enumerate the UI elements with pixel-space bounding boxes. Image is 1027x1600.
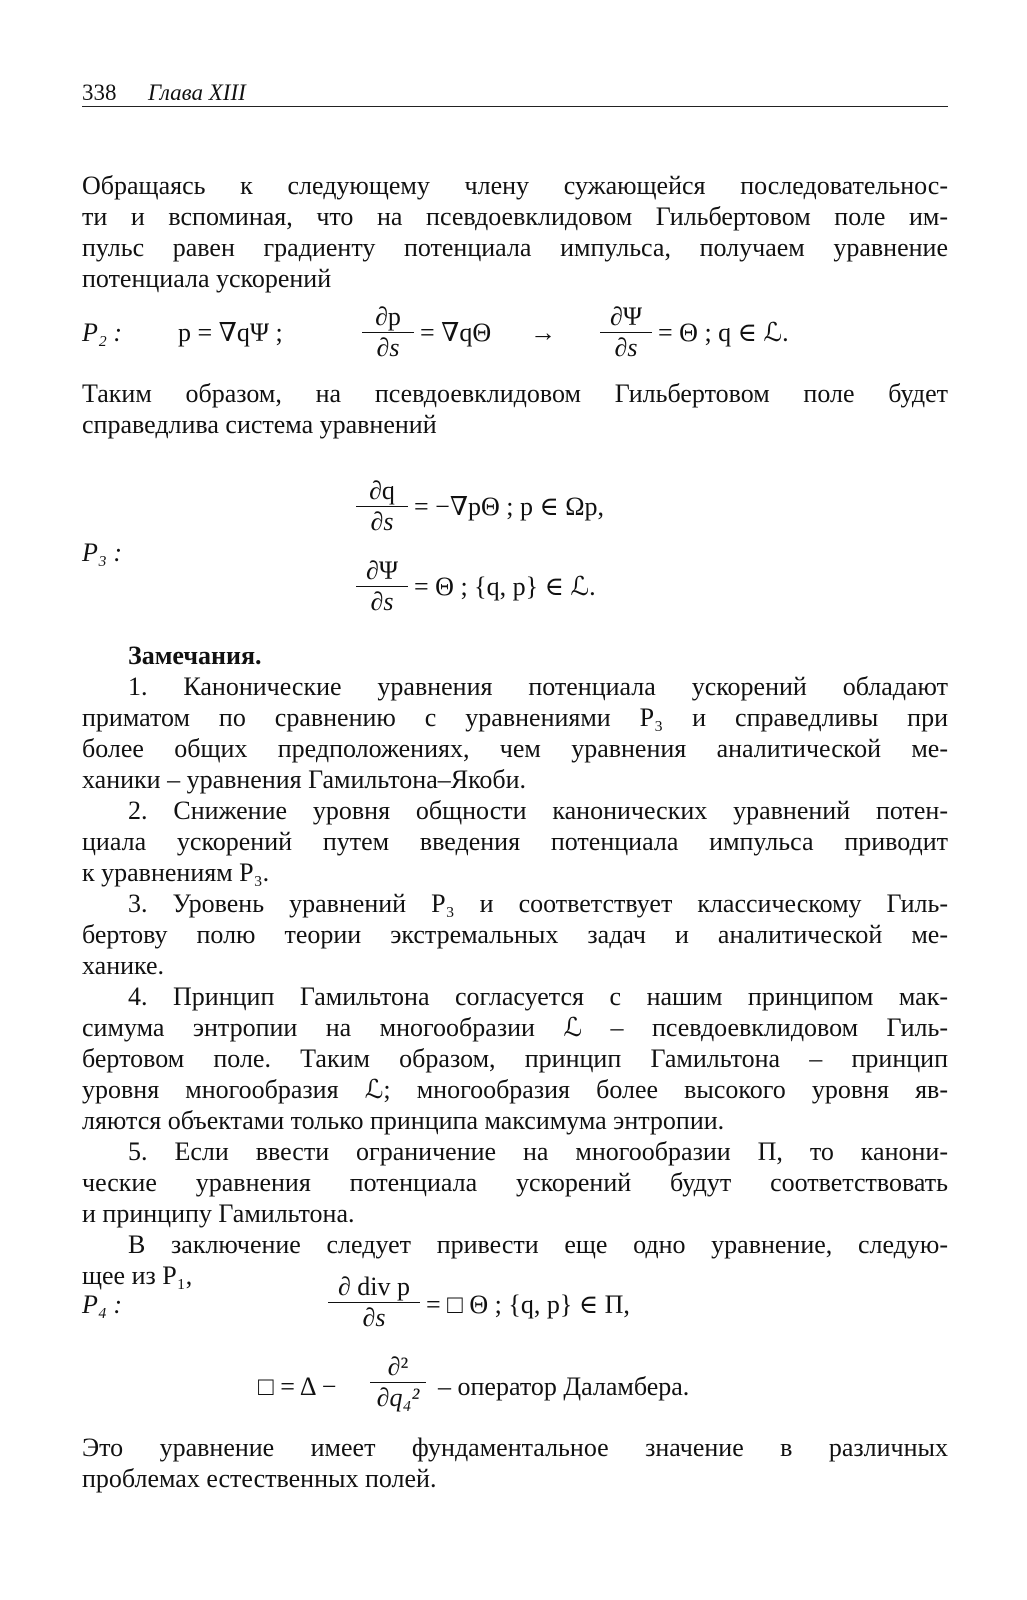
- text-line: к уравнениям P₃.: [82, 858, 270, 887]
- arrow: →: [530, 318, 556, 347]
- numerator: ∂Ψ: [356, 556, 408, 587]
- eq-part: = −∇pΘ ; p ∈ Ωp,: [414, 492, 605, 521]
- denominator: ∂s: [370, 507, 394, 536]
- text-line: пульс равен градиенту потенциала импульса, получаем уравнение: [82, 233, 948, 262]
- fraction: [356, 476, 408, 537]
- text-line: ческие уравнения потенциала ускорений будут соответствовать: [82, 1168, 948, 1197]
- denominator: ∂q₄²: [376, 1383, 420, 1412]
- text-line: уровня многообразия ℒ; многообразия более высокого уровня яв-: [82, 1075, 948, 1104]
- fraction: [356, 556, 408, 617]
- text-line: В заключение следует привести еще одно уравнение, следую-: [128, 1230, 948, 1259]
- closing-paragraph: [82, 1432, 948, 1494]
- text-line: 1. Канонические уравнения потенциала ускорений обладают: [128, 672, 948, 701]
- text-line: бертовом поле. Таким образом, принцип Гамильтона – принцип: [82, 1044, 948, 1073]
- numerator: ∂²: [370, 1352, 426, 1383]
- eq-part: = □ Θ ; {q, p} ∈ Π,: [426, 1290, 630, 1319]
- intro-paragraph: [82, 170, 948, 294]
- eq-label: P₂ :: [82, 318, 123, 347]
- eq-part: = ∇qΘ: [420, 318, 492, 347]
- text-line: Обращаясь к следующему члену сужающейся последовательнос-: [82, 171, 948, 200]
- text-line: 3. Уровень уравнений P₃ и соответствует классическому Гиль-: [128, 889, 948, 918]
- text-line: Таким образом, на псевдоевклидовом Гильбертовом поле будет: [82, 379, 948, 408]
- text-line: 5. Если ввести ограничение на многообразии Π, то канони-: [128, 1137, 948, 1166]
- fraction: [600, 302, 652, 363]
- numerator: ∂Ψ: [600, 302, 652, 333]
- page-number: 338: [82, 80, 117, 105]
- denominator: ∂s: [370, 587, 394, 616]
- eq-part: = Θ ; {q, p} ∈ ℒ.: [414, 572, 596, 601]
- text-line: симума энтропии на многообразии ℒ – псевдоевклидовом Гиль-: [82, 1013, 948, 1042]
- text-line: потенциала ускорений: [82, 264, 332, 293]
- numerator: ∂q: [356, 476, 408, 507]
- fraction: [370, 1352, 426, 1413]
- eq-label: P₃ :: [82, 538, 123, 567]
- remarks-section: [82, 640, 948, 1291]
- dalembert-lhs: □ = Δ −: [258, 1372, 337, 1401]
- eq-label: P₄ :: [82, 1290, 123, 1319]
- text-line: бертову полю теории экстремальных задач и аналитической ме-: [82, 920, 948, 949]
- text-line: щее из P₁,: [82, 1261, 193, 1290]
- text-line: справедлива система уравнений: [82, 410, 437, 439]
- remarks-title: Замечания.: [128, 641, 262, 670]
- text-line: циала ускорений путем введения потенциала импульса приводит: [82, 827, 948, 856]
- eq-part: p = ∇qΨ ;: [178, 318, 283, 347]
- numerator: ∂p: [362, 302, 414, 333]
- denominator: ∂s: [614, 333, 638, 362]
- text-line: ханике.: [82, 951, 165, 980]
- text-line: ляются объектами только принципа максимума энтропии.: [82, 1106, 725, 1135]
- operator-text: – оператор Даламбера.: [438, 1372, 690, 1401]
- text-line: ти и вспоминая, что на псевдоевклидовом Гильбертовом поле им-: [82, 202, 948, 231]
- text-line: ханики – уравнения Гамильтона–Якоби.: [82, 765, 527, 794]
- denominator: ∂s: [376, 333, 400, 362]
- denominator: ∂s: [362, 1303, 386, 1332]
- text-line: 2. Снижение уровня общности канонических уравнений потен-: [128, 796, 948, 825]
- fraction: [328, 1272, 420, 1333]
- text-line: проблемах естественных полей.: [82, 1464, 437, 1493]
- chapter-title: Глава XIII: [148, 80, 246, 105]
- paragraph-2: [82, 378, 948, 440]
- fraction: [362, 302, 414, 363]
- text-line: и принципу Гамильтона.: [82, 1199, 355, 1228]
- text-line: Это уравнение имеет фундаментальное значение в различных: [82, 1433, 948, 1462]
- text-line: приматом по сравнению с уравнениями P₃ и справедливы при: [82, 703, 948, 732]
- text-line: более общих предположениях, чем уравнения аналитической ме-: [82, 734, 948, 763]
- numerator: ∂ div p: [328, 1272, 420, 1303]
- eq-part: = Θ ; q ∈ ℒ.: [658, 318, 789, 347]
- text-line: 4. Принцип Гамильтона согласуется с нашим принципом мак-: [128, 982, 948, 1011]
- running-header: [82, 80, 948, 107]
